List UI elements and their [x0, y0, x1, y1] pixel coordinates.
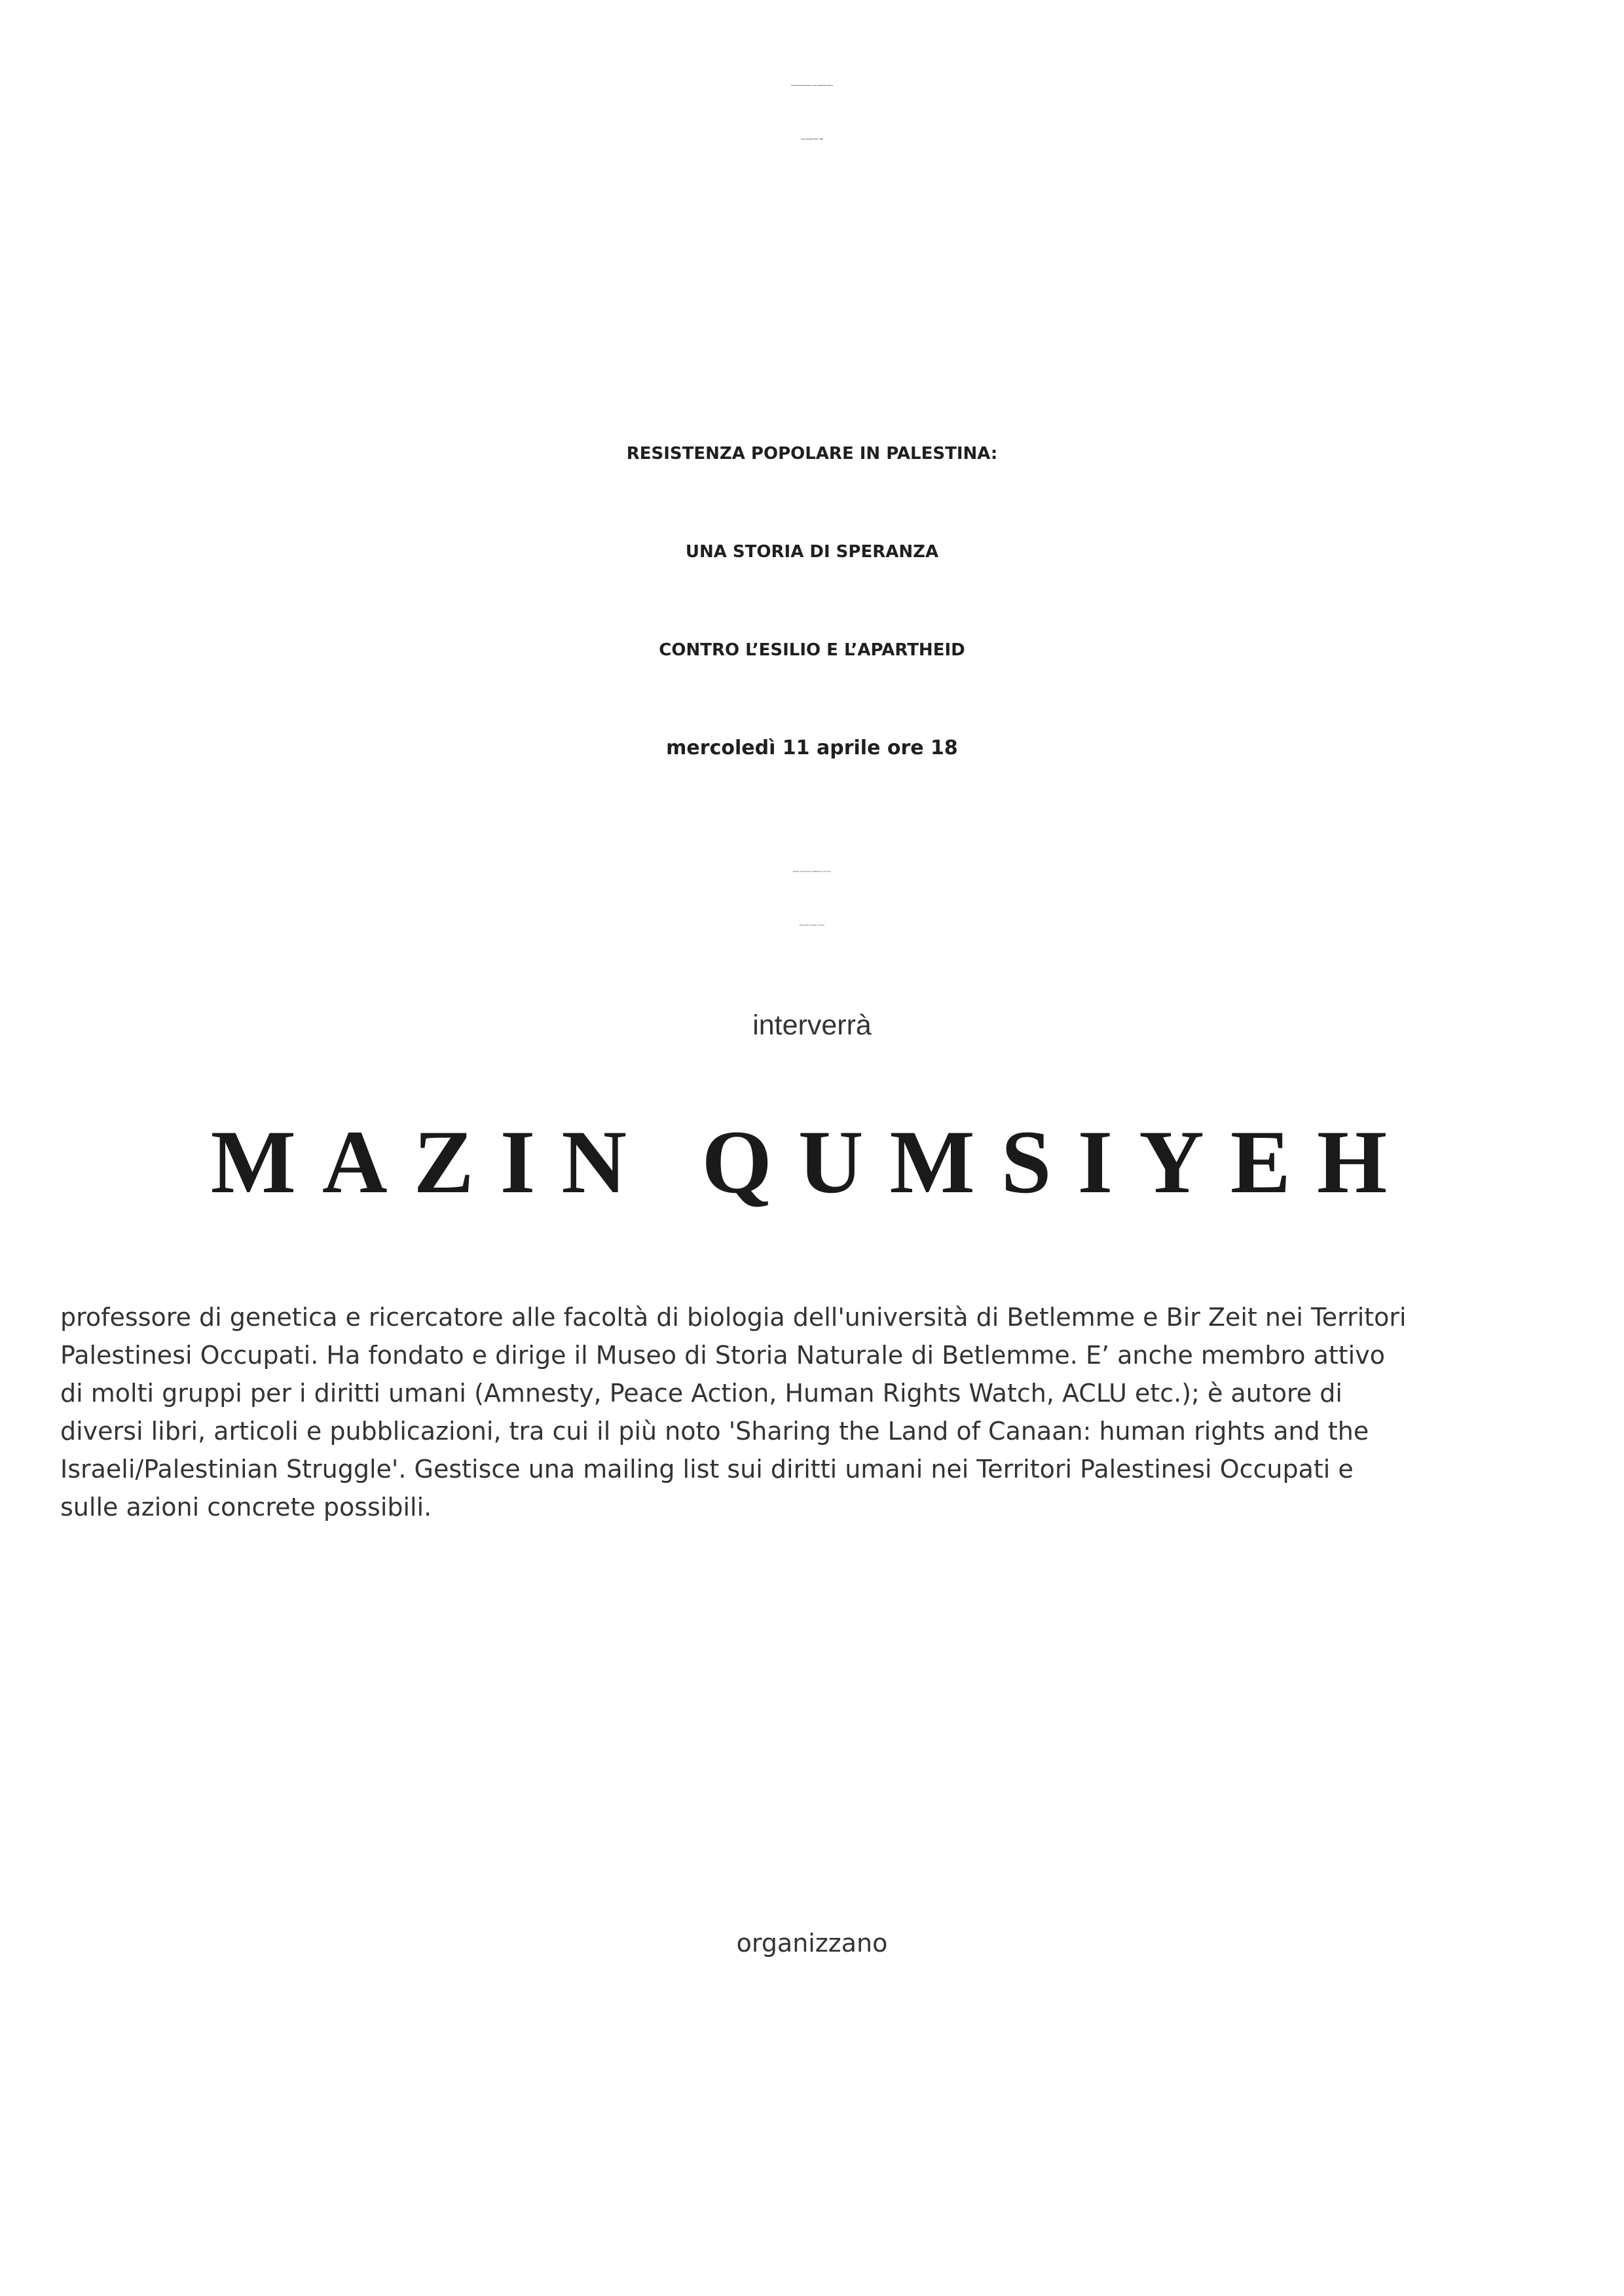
event-title-line: UNA STORIA DI SPERANZA [685, 542, 939, 562]
nakba-statement [0, 1565, 1624, 1820]
header-title-line: Quattordicesima Settimana contro l’apartheid israeliana [791, 85, 833, 86]
organizers-line [0, 2082, 1624, 2121]
organizers-line [0, 2121, 1624, 2160]
bio-line: professore di genetica e ricercatore alle facoltà di biologia dell'università di Betlemme e Bir Zeit nei Territori [60, 1303, 1407, 1332]
statement-line [0, 1667, 1624, 1718]
organizers-intro: organizzano [736, 1929, 888, 1958]
bio-line: Israeli/Palestinian Struggle'. Gestisce una mailing list sui diritti umani nei Territori Palestinesi Occupati e [60, 1455, 1354, 1484]
bio-line: di molti gruppi per i diritti umani (Amnesty, Peace Action, Human Rights Watch, ACLU etc.); è autore di [60, 1379, 1342, 1408]
bio-line: sulle azioni concrete possibili. [60, 1493, 432, 1522]
bio-line: diversi libri, articoli e pubblicazioni, tra cui il più noto 'Sharing the Land of Canaan: human rights and the [60, 1417, 1369, 1446]
event-title-line: CONTRO L’ESILIO E L’APARTHEID [659, 640, 965, 660]
bio-line: Palestinesi Occupati. Ha fondato e dirige il Museo di Storia Naturale di Betlemme. E’ anche membro attivo [60, 1341, 1385, 1370]
event-date: mercoledì 11 aprile ore 18 [666, 737, 958, 759]
event-title-line: RESISTENZA POPOLARE IN PALESTINA: [626, 444, 998, 464]
intro-line [0, 290, 1624, 329]
venue-line: Salone del Popolo di Palazzo D’Aronco [792, 870, 832, 873]
header-title-line: (Israeli Apartheid Week - IAW) [800, 139, 824, 140]
intro-line [0, 251, 1624, 290]
organizers-list [0, 2003, 1624, 2160]
venue-line: Piazzetta Lionello, Udine [799, 924, 825, 926]
header-title [0, 59, 1624, 166]
statement-line [0, 1769, 1624, 1820]
statement-line [0, 1718, 1624, 1769]
statement-line [0, 1565, 1624, 1616]
intro-line [0, 329, 1624, 367]
organizers-line [0, 2003, 1624, 2043]
event-title [0, 405, 1624, 797]
speaker-bio [60, 1298, 1566, 1526]
intro-paragraph [0, 213, 1624, 367]
organizers-line [0, 2043, 1624, 2082]
intro-line [0, 213, 1624, 251]
speaker-intro: interverrà [752, 1010, 872, 1041]
speaker-name: MAZIN QUMSIYEH [210, 1112, 1414, 1212]
event-venue [0, 845, 1624, 952]
statement-line [0, 1616, 1624, 1667]
